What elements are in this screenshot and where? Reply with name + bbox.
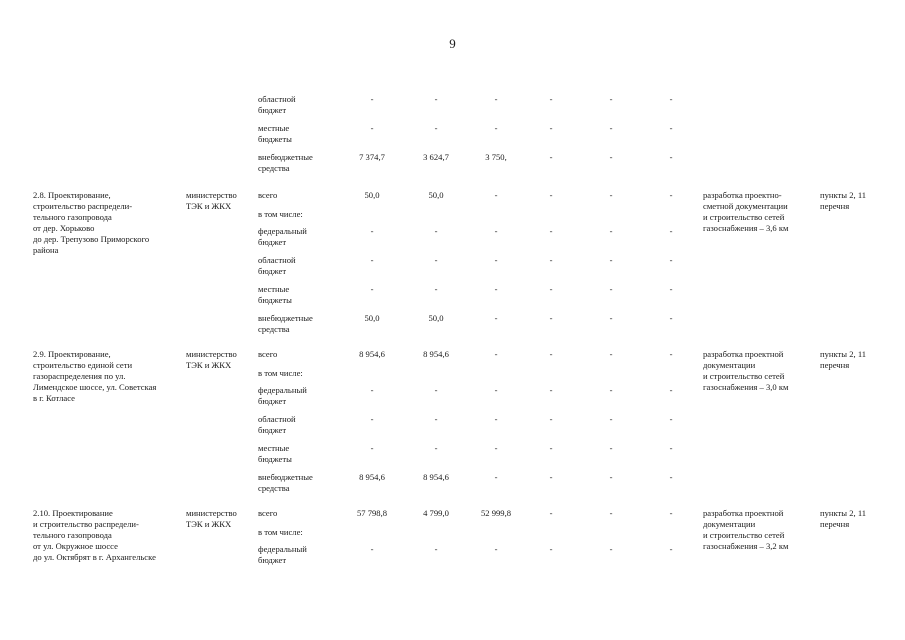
amount-cell: - <box>549 284 553 294</box>
funding-source-label: областной бюджет <box>258 255 296 276</box>
funding-source-label: федеральный бюджет <box>258 226 307 247</box>
amount-cell: 50,0 <box>364 190 380 200</box>
funding-source-label: в том числе: <box>258 527 303 537</box>
funding-source-label: внебюджетные средства <box>258 472 313 493</box>
funding-source-label: областной бюджет <box>258 94 296 115</box>
amount-cell: - <box>494 190 498 200</box>
amount-cell: - <box>669 226 673 236</box>
amount-cell: 7 374,7 <box>359 152 385 162</box>
amount-cell: - <box>609 313 613 323</box>
amount-cell: 52 999,8 <box>480 508 512 518</box>
amount-cell: - <box>669 313 673 323</box>
amount-cell: 8 954,6 <box>359 472 385 482</box>
amount-cell: - <box>370 385 374 395</box>
amount-cell: 4 799,0 <box>423 508 449 518</box>
funding-source-label: федеральный бюджет <box>258 385 307 406</box>
amount-cell: - <box>549 123 553 133</box>
amount-cell: - <box>494 385 498 395</box>
amount-cell: - <box>669 508 673 518</box>
amount-cell: - <box>494 123 498 133</box>
amount-cell: - <box>609 349 613 359</box>
amount-cell: - <box>494 349 498 359</box>
amount-cell: - <box>669 123 673 133</box>
amount-cell: 8 954,6 <box>423 472 449 482</box>
amount-cell: 3 624,7 <box>423 152 449 162</box>
amount-cell: - <box>549 443 553 453</box>
amount-cell: - <box>669 255 673 265</box>
expected-result: разработка проектно- сметной документации и строительство сетей газоснабжения – 3,6 км <box>703 190 789 233</box>
amount-cell: - <box>434 385 438 395</box>
reference-note: пункты 2, 11 перечня <box>820 190 867 211</box>
funding-source-label: местные бюджеты <box>258 284 292 305</box>
amount-cell: 8 954,6 <box>359 349 385 359</box>
amount-cell: - <box>549 349 553 359</box>
expected-result: разработка проектной документации и строительство сетей газоснабжения – 3,0 км <box>703 349 789 392</box>
amount-cell: - <box>549 190 553 200</box>
amount-cell: - <box>434 255 438 265</box>
amount-cell: - <box>370 443 374 453</box>
funding-source-label: в том числе: <box>258 368 303 378</box>
amount-cell: - <box>669 190 673 200</box>
funding-source-label: федеральный бюджет <box>258 544 307 565</box>
amount-cell: - <box>370 226 374 236</box>
amount-cell: - <box>609 443 613 453</box>
funding-source-label: внебюджетные средства <box>258 152 313 173</box>
amount-cell: - <box>669 472 673 482</box>
amount-cell: - <box>370 544 374 554</box>
reference-note: пункты 2, 11 перечня <box>820 508 867 529</box>
amount-cell: - <box>370 94 374 104</box>
amount-cell: - <box>494 284 498 294</box>
amount-cell: - <box>609 385 613 395</box>
amount-cell: - <box>669 414 673 424</box>
funding-source-label: внебюджетные средства <box>258 313 313 334</box>
amount-cell: - <box>370 284 374 294</box>
amount-cell: - <box>609 123 613 133</box>
amount-cell: 3 750, <box>485 152 507 162</box>
funding-source-label: областной бюджет <box>258 414 296 435</box>
amount-cell: - <box>669 152 673 162</box>
amount-cell: - <box>609 94 613 104</box>
amount-cell: - <box>494 443 498 453</box>
amount-cell: - <box>494 226 498 236</box>
amount-cell: - <box>549 313 553 323</box>
amount-cell: 50,0 <box>428 190 444 200</box>
amount-cell: - <box>669 385 673 395</box>
funding-source-label: всего <box>258 349 278 359</box>
amount-cell: - <box>609 190 613 200</box>
amount-cell: - <box>549 414 553 424</box>
amount-cell: 50,0 <box>364 313 380 323</box>
amount-cell: 8 954,6 <box>423 349 449 359</box>
amount-cell: - <box>434 94 438 104</box>
amount-cell: - <box>370 123 374 133</box>
amount-cell: - <box>494 313 498 323</box>
amount-cell: - <box>609 226 613 236</box>
amount-cell: - <box>494 544 498 554</box>
amount-cell: - <box>370 414 374 424</box>
amount-cell: - <box>549 94 553 104</box>
page-number: 9 <box>449 36 456 51</box>
amount-cell: - <box>609 414 613 424</box>
funding-source-label: всего <box>258 508 278 518</box>
project-title: 2.9. Проектирование, строительство единой сети газораспределения по ул. Лимендское шоссе, ул. Советская в г. Котласе <box>33 349 157 403</box>
project-title: 2.10. Проектирование и строительство распредели- тельного газопровода от ул. Окружное шоссе до ул. Октябрят в г. Архангельске <box>33 508 156 562</box>
amount-cell: - <box>669 284 673 294</box>
funding-source-label: в том числе: <box>258 209 303 219</box>
amount-cell: - <box>494 472 498 482</box>
amount-cell: - <box>669 544 673 554</box>
amount-cell: - <box>494 414 498 424</box>
responsible-executor: министерство ТЭК и ЖКХ <box>186 190 237 211</box>
amount-cell: 50,0 <box>428 313 444 323</box>
amount-cell: - <box>549 385 553 395</box>
funding-source-label: местные бюджеты <box>258 443 292 464</box>
amount-cell: - <box>434 123 438 133</box>
funding-source-label: местные бюджеты <box>258 123 292 144</box>
amount-cell: - <box>549 544 553 554</box>
amount-cell: - <box>549 226 553 236</box>
amount-cell: - <box>609 472 613 482</box>
amount-cell: - <box>669 443 673 453</box>
amount-cell: - <box>549 472 553 482</box>
amount-cell: - <box>609 152 613 162</box>
amount-cell: - <box>549 255 553 265</box>
amount-cell: - <box>609 544 613 554</box>
responsible-executor: министерство ТЭК и ЖКХ <box>186 349 237 370</box>
responsible-executor: министерство ТЭК и ЖКХ <box>186 508 237 529</box>
reference-note: пункты 2, 11 перечня <box>820 349 867 370</box>
project-title: 2.8. Проектирование, строительство распредели- тельного газопровода от дер. Хорьково до дер. Трепузово Приморского района <box>33 190 150 255</box>
amount-cell: - <box>609 284 613 294</box>
amount-cell: - <box>669 349 673 359</box>
amount-cell: - <box>370 255 374 265</box>
amount-cell: - <box>669 94 673 104</box>
amount-cell: - <box>549 508 553 518</box>
amount-cell: - <box>494 94 498 104</box>
funding-source-label: всего <box>258 190 278 200</box>
amount-cell: 57 798,8 <box>356 508 388 518</box>
amount-cell: - <box>434 544 438 554</box>
amount-cell: - <box>609 508 613 518</box>
amount-cell: - <box>609 255 613 265</box>
amount-cell: - <box>494 255 498 265</box>
amount-cell: - <box>434 414 438 424</box>
amount-cell: - <box>434 284 438 294</box>
expected-result: разработка проектной документации и строительство сетей газоснабжения – 3,2 км <box>703 508 789 551</box>
amount-cell: - <box>434 226 438 236</box>
amount-cell: - <box>434 443 438 453</box>
amount-cell: - <box>549 152 553 162</box>
